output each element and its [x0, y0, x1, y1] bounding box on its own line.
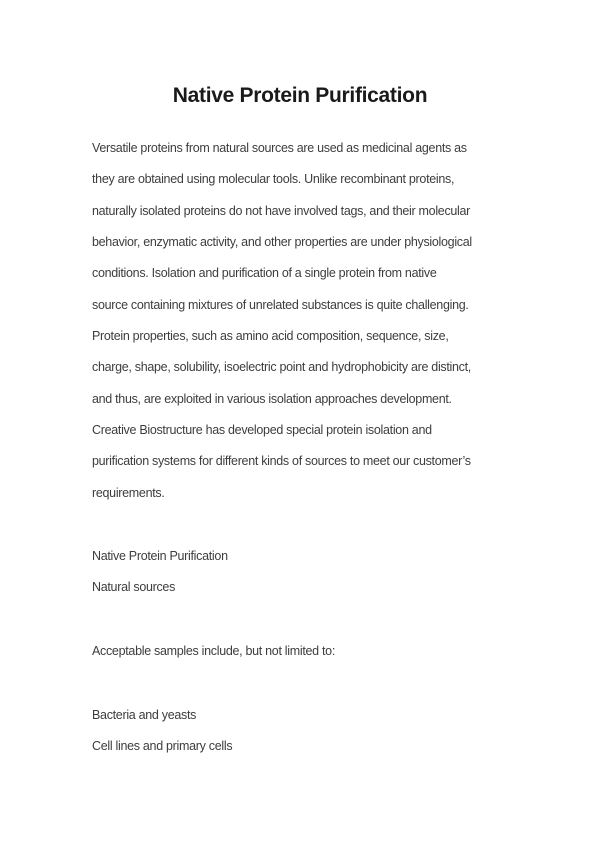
sample-item: Cell lines and primary cells — [92, 739, 233, 754]
paragraph-line: and thus, are exploited in various isolation approaches development. — [92, 391, 452, 406]
paragraph-line: they are obtained using molecular tools. Unlike recombinant proteins, — [92, 172, 455, 187]
samples-intro-line: Acceptable samples include, but not limited to: — [92, 644, 335, 658]
paragraph-line: Creative Biostructure has developed special protein isolation and — [92, 423, 432, 438]
subsection-heading: Native Protein Purification — [92, 549, 228, 563]
paragraph-line: naturally isolated proteins do not have involved tags, and their molecular — [92, 203, 471, 218]
paragraph-line: conditions. Isolation and purification of a single protein from native — [92, 266, 437, 281]
paragraph-line: requirements. — [92, 485, 165, 500]
sample-list — [92, 700, 232, 763]
paragraph-line: Protein properties, such as amino acid composition, sequence, size, — [92, 329, 449, 344]
paragraph-line: charge, shape, solubility, isoelectric point and hydrophobicity are distinct, — [92, 360, 471, 375]
paragraph-line: Versatile proteins from natural sources are used as medicinal agents as — [92, 141, 467, 155]
intro-paragraph — [92, 133, 472, 509]
subsection — [92, 541, 228, 604]
paragraph-line: behavior, enzymatic activity, and other properties are under physiological — [92, 235, 472, 250]
subsection-subheading: Natural sources — [92, 580, 176, 595]
paragraph-line: source containing mixtures of unrelated substances is quite challenging. — [92, 297, 469, 312]
sample-item: Bacteria and yeasts — [92, 708, 197, 722]
samples-intro — [92, 636, 335, 667]
document-title: Native Protein Purification — [172, 84, 428, 108]
paragraph-line: purification systems for different kinds of sources to meet our customer’s — [92, 454, 471, 469]
